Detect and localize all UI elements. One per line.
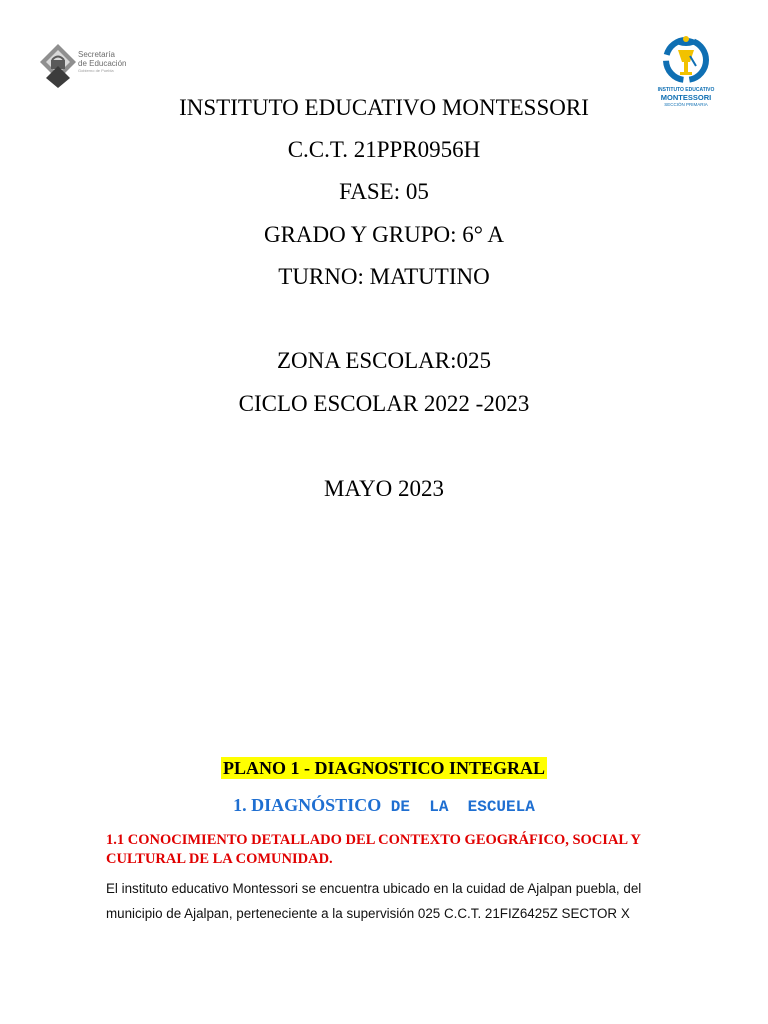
montessori-line2: MONTESSORI (660, 93, 712, 102)
secretaria-line1: Secretaría (78, 50, 115, 59)
secretaria-text (78, 50, 158, 74)
secretaria-line2: de Educación (78, 59, 127, 68)
zona-escolar: ZONA ESCOLAR:025 (276, 348, 492, 373)
subsection-heading: 1.1 CONOCIMIENTO DETALLADO DEL CONTEXTO GEOGRÁFICO, SOCIAL Y CULTURAL DE LA COMUNIDAD. (106, 832, 641, 867)
montessori-line1: INSTITUTO EDUCATIVO (657, 87, 715, 93)
grado-grupo: GRADO Y GRUPO: 6° A (263, 222, 505, 247)
paragraph-line: El instituto educativo Montessori se encuentra ubicado en la cuidad de Ajalpan puebla, del (106, 881, 642, 896)
diagnostico-heading-part1: 1. DIAGNÓSTICO (233, 795, 382, 815)
turno: TURNO: MATUTINO (278, 264, 490, 289)
cct-code: C.C.T. 21PPR0956H (287, 137, 481, 162)
diagnostico-heading (0, 795, 768, 816)
plano-heading-text: PLANO 1 - DIAGNOSTICO INTEGRAL (222, 758, 546, 778)
diagnostico-heading-part2: DE LA ESCUELA (381, 798, 535, 816)
plano-heading (0, 758, 768, 779)
secretaria-line3: Gobierno de Puebla (78, 68, 114, 73)
fecha: MAYO 2023 (324, 476, 444, 501)
institution-name: INSTITUTO EDUCATIVO MONTESSORI (179, 95, 589, 120)
ciclo-escolar: CICLO ESCOLAR 2022 -2023 (238, 391, 530, 416)
fase: FASE: 05 (339, 179, 429, 204)
montessori-crest-icon (660, 32, 712, 86)
paragraph-line: municipio de Ajalpan, perteneciente a la supervisión 025 C.C.T. 21FIZ6425Z SECTOR X (106, 906, 630, 921)
body-paragraph (106, 876, 676, 926)
montessori-line3: SECCIÓN PRIMARIA (664, 102, 708, 107)
secretaria-educacion-logo (36, 40, 146, 90)
